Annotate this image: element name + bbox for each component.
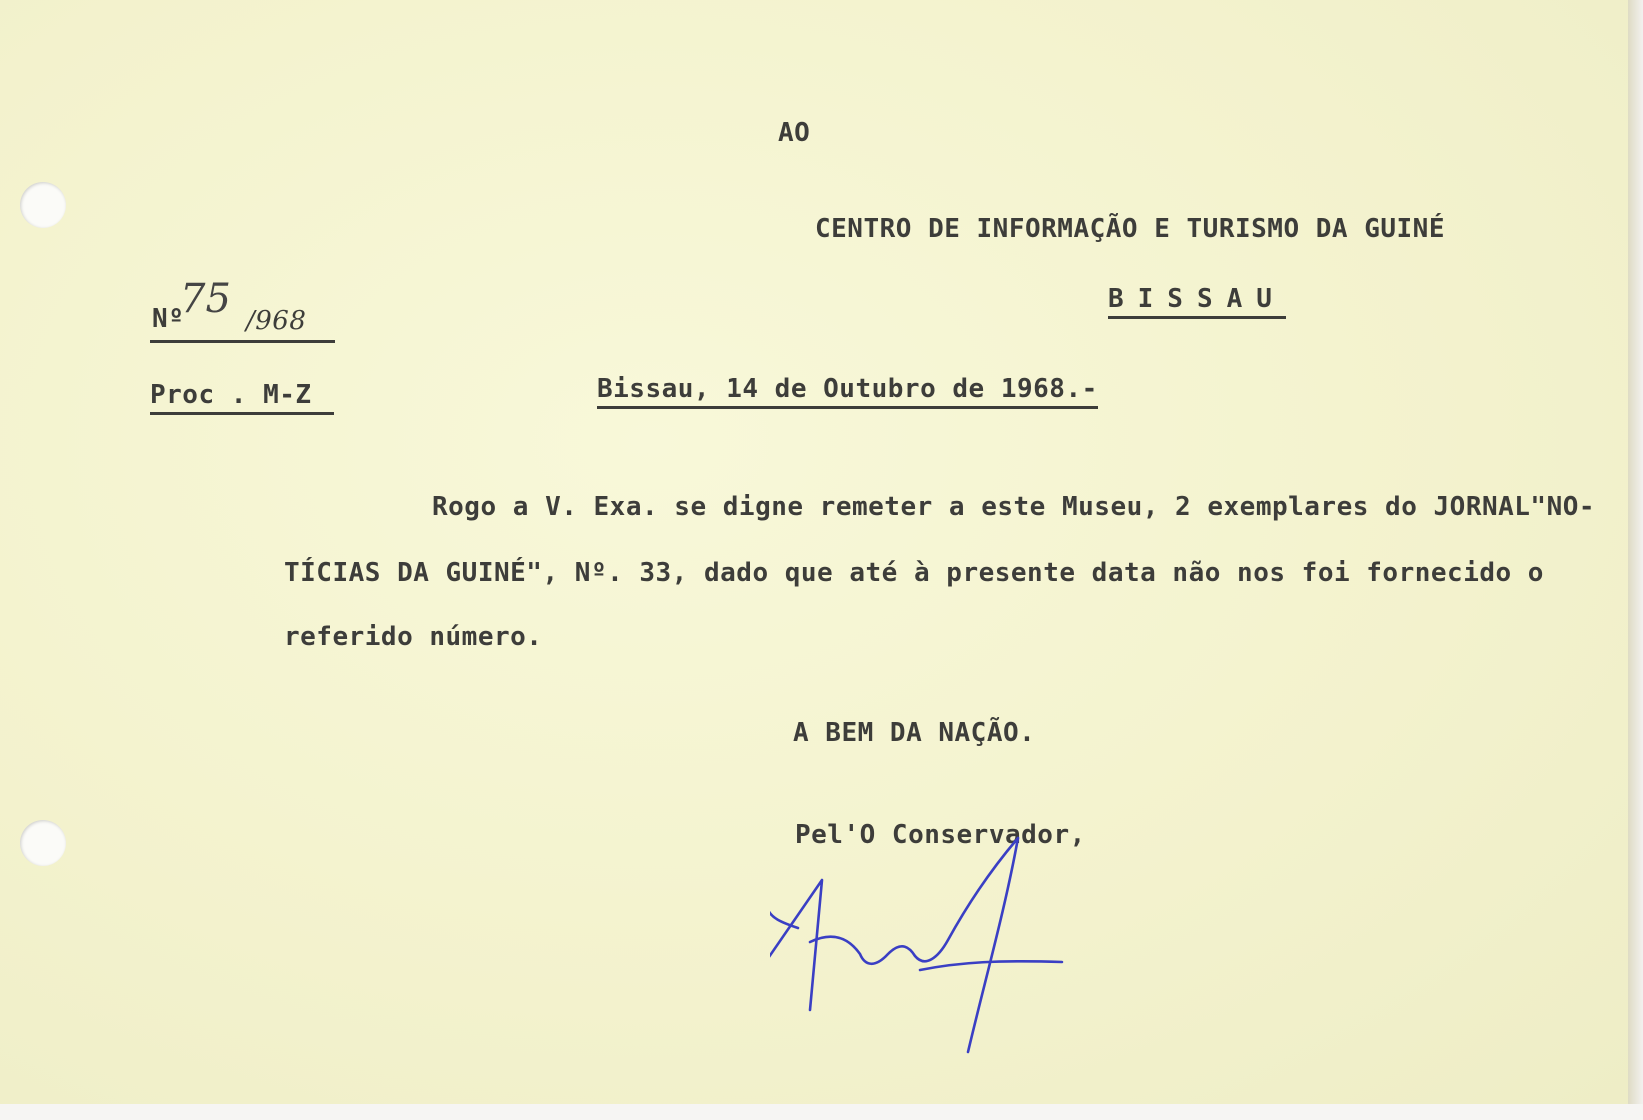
reference-year: /968 (246, 306, 307, 336)
addressee-city: BISSAU (1108, 284, 1286, 319)
reference-underline (150, 340, 335, 343)
page-edge (1628, 0, 1643, 1120)
reference-label: Nº (152, 304, 185, 334)
body-line-2: TÍCIAS DA GUINÉ", Nº. 33, dado que até à presente data não nos foi fornecido o (284, 558, 1544, 588)
reference-handwritten-number: 75 (180, 276, 231, 322)
process-code: Proc . M-Z (150, 380, 334, 415)
handwritten-signature (770, 830, 1090, 1060)
body-line-3: referido número. (284, 622, 543, 652)
sign-off: Pel'O Conservador, (795, 820, 1086, 850)
punch-hole-bottom (20, 820, 66, 866)
scan-border (0, 1104, 1643, 1120)
closing-salutation: A BEM DA NAÇÃO. (793, 718, 1036, 748)
body-line-1: Rogo a V. Exa. se digne remeter a este Museu, 2 exemplares do JORNAL"NO- (432, 492, 1596, 522)
addressee-prefix: AO (778, 118, 811, 148)
addressee-name: CENTRO DE INFORMAÇÃO E TURISMO DA GUINÉ (815, 214, 1445, 244)
letter-date: Bissau, 14 de Outubro de 1968.- (597, 374, 1098, 409)
punch-hole-top (20, 182, 66, 228)
